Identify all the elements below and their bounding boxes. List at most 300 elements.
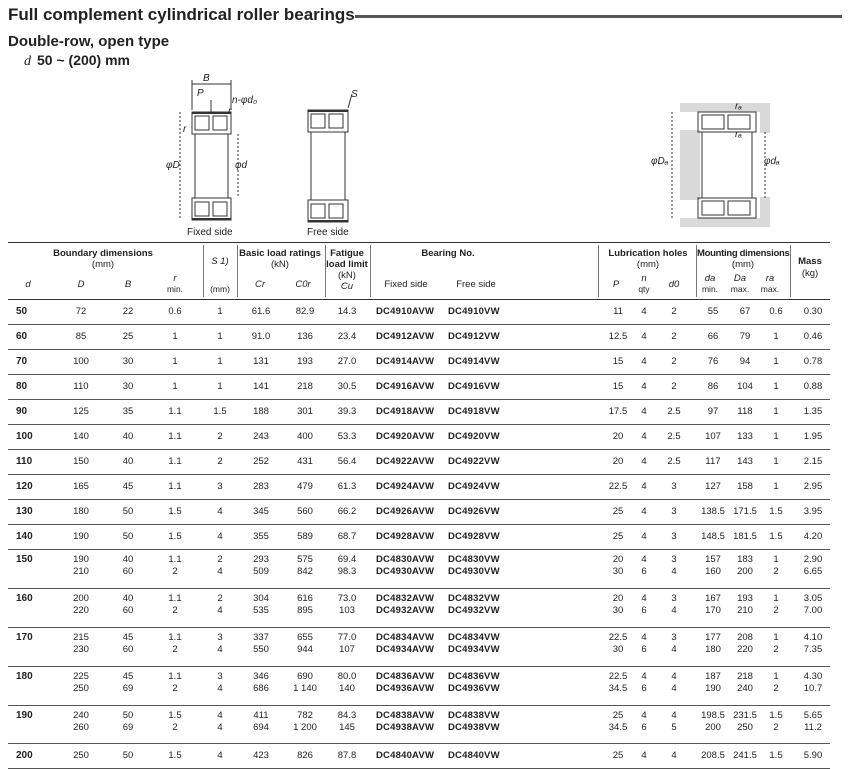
cell-mass: 2.90 bbox=[803, 554, 823, 565]
cell-free: DC4936VW bbox=[448, 683, 500, 694]
hdr-mass: Mass bbox=[798, 256, 822, 267]
cell-ra: 2 bbox=[773, 722, 779, 733]
cell-s: 4 bbox=[217, 722, 223, 733]
cell-da: 198.5 bbox=[701, 710, 725, 721]
cell-mass: 1.35 bbox=[803, 406, 823, 417]
cell-d: 225 bbox=[73, 671, 89, 682]
cell-cu: 23.4 bbox=[337, 331, 357, 342]
hdr-fatigue-3: (kN) bbox=[338, 270, 356, 281]
cell-d: 110 bbox=[16, 456, 33, 467]
hdr-B: B bbox=[124, 279, 132, 290]
cell-n: 6 bbox=[641, 566, 647, 577]
cell-d: 200 bbox=[73, 593, 89, 604]
cell-ra: 2 bbox=[773, 605, 779, 616]
cell-r: 2 bbox=[172, 605, 178, 616]
cell-r: 1.1 bbox=[168, 481, 182, 492]
cell-fixed: DC4924AVW bbox=[376, 481, 435, 492]
cell-n: 4 bbox=[641, 593, 647, 604]
cell-s: 4 bbox=[217, 683, 223, 694]
cell-fixed: DC4830AVW bbox=[376, 554, 435, 565]
cell-p: 15 bbox=[612, 356, 624, 367]
cell-n: 6 bbox=[641, 605, 647, 616]
cell-da: 66 bbox=[707, 331, 719, 342]
cell-d: 125 bbox=[73, 406, 89, 417]
cell-c0r: 782 bbox=[297, 710, 313, 721]
cell-s: 3 bbox=[217, 481, 223, 492]
cell-mass: 2.15 bbox=[803, 456, 823, 467]
cell-b: 40 bbox=[122, 431, 134, 442]
cell-n: 6 bbox=[641, 644, 647, 655]
cell-cu: 107 bbox=[339, 644, 355, 655]
cell-free: DC4838VW bbox=[448, 710, 500, 721]
cell-d: 140 bbox=[73, 431, 89, 442]
cell-cr: 304 bbox=[253, 593, 269, 604]
cell-r: 1.5 bbox=[168, 506, 182, 517]
cell-da: 177 bbox=[705, 632, 721, 643]
cell-ra: 1 bbox=[773, 406, 779, 417]
cell-p: 30 bbox=[612, 644, 624, 655]
cell-cr: 509 bbox=[253, 566, 269, 577]
cell-r: 2 bbox=[172, 644, 178, 655]
hdr-load-unit: (kN) bbox=[271, 259, 289, 270]
cell-cu: 80.0 bbox=[337, 671, 357, 682]
cell-da: 181.5 bbox=[733, 531, 757, 542]
hdr-qty: qty bbox=[638, 284, 650, 294]
free-side-caption: Free side bbox=[307, 227, 349, 238]
table-row bbox=[8, 666, 830, 706]
table-row bbox=[8, 374, 830, 400]
cell-ra: 1 bbox=[773, 381, 779, 392]
cell-p: 34.5 bbox=[608, 722, 628, 733]
cell-p: 17.5 bbox=[608, 406, 628, 417]
cell-d: 220 bbox=[73, 605, 89, 616]
cell-d: 60 bbox=[16, 331, 28, 342]
cell-free: DC4914VW bbox=[448, 356, 500, 367]
hdr-S: S 1) bbox=[211, 256, 229, 267]
cell-d: 260 bbox=[73, 722, 89, 733]
cell-cr: 141 bbox=[253, 381, 269, 392]
cell-b: 40 bbox=[122, 456, 134, 467]
cell-ra: 1.5 bbox=[769, 531, 783, 542]
cell-n: 4 bbox=[641, 356, 647, 367]
cell-da: 118 bbox=[737, 406, 753, 417]
cell-p: 25 bbox=[612, 750, 624, 761]
label-r: r bbox=[228, 106, 232, 117]
table-row bbox=[8, 524, 830, 550]
cell-cu: 14.3 bbox=[337, 306, 357, 317]
cell-free: DC4912VW bbox=[448, 331, 500, 342]
cell-b: 69 bbox=[122, 722, 134, 733]
cell-c0r: 1 200 bbox=[293, 722, 317, 733]
cell-p: 20 bbox=[612, 431, 624, 442]
cell-d: 250 bbox=[73, 683, 89, 694]
cell-n: 4 bbox=[641, 431, 647, 442]
cell-d: 180 bbox=[73, 506, 89, 517]
cell-cr: 550 bbox=[253, 644, 269, 655]
cell-fixed: DC4832AVW bbox=[376, 593, 435, 604]
cell-n: 4 bbox=[641, 750, 647, 761]
cell-da: 250 bbox=[737, 722, 753, 733]
cell-r: 2 bbox=[172, 683, 178, 694]
cell-da: 218 bbox=[737, 671, 753, 682]
cell-c0r: 560 bbox=[297, 506, 313, 517]
cell-p: 15 bbox=[612, 381, 624, 392]
cell-r: 1.5 bbox=[168, 710, 182, 721]
table-row bbox=[8, 424, 830, 450]
cell-cr: 686 bbox=[253, 683, 269, 694]
label-phi-d: φd bbox=[235, 160, 248, 171]
table-row bbox=[8, 499, 830, 525]
cell-d: 190 bbox=[16, 710, 33, 721]
cell-mass: 11.2 bbox=[804, 722, 822, 733]
cell-c0r: 616 bbox=[297, 593, 313, 604]
cell-cr: 423 bbox=[253, 750, 269, 761]
cell-da: 133 bbox=[737, 431, 753, 442]
mounting-diagram bbox=[650, 100, 780, 230]
hdr-d0: d0 bbox=[668, 279, 680, 290]
cell-d0: 4 bbox=[671, 605, 677, 616]
cell-mass: 4.20 bbox=[803, 531, 823, 542]
cell-da: 97 bbox=[707, 406, 719, 417]
cell-d: 250 bbox=[73, 750, 89, 761]
cell-cr: 355 bbox=[253, 531, 269, 542]
cell-c0r: 82.9 bbox=[295, 306, 315, 317]
cell-b: 30 bbox=[122, 381, 134, 392]
cell-ra: 1.5 bbox=[769, 506, 783, 517]
cell-da: 86 bbox=[707, 381, 719, 392]
cell-s: 3 bbox=[217, 632, 223, 643]
cell-da: 55 bbox=[707, 306, 719, 317]
cell-cr: 61.6 bbox=[251, 306, 271, 317]
table-row bbox=[8, 474, 830, 500]
cell-da: 193 bbox=[737, 593, 753, 604]
cell-d: 140 bbox=[16, 531, 33, 542]
cell-fixed: DC4918AVW bbox=[376, 406, 435, 417]
cell-b: 45 bbox=[122, 671, 134, 682]
sep-5 bbox=[598, 245, 599, 297]
cell-p: 20 bbox=[612, 456, 624, 467]
cell-ra: 2 bbox=[773, 566, 779, 577]
cell-cu: 61.3 bbox=[337, 481, 357, 492]
cell-free: DC4918VW bbox=[448, 406, 500, 417]
cell-b: 40 bbox=[122, 593, 134, 604]
hdr-C0r: C0r bbox=[295, 279, 311, 290]
cell-d0: 3 bbox=[671, 554, 677, 565]
cell-d: 110 bbox=[73, 381, 89, 392]
cell-r: 1.1 bbox=[168, 431, 182, 442]
cell-n: 4 bbox=[641, 671, 647, 682]
cell-r: 1.1 bbox=[168, 554, 182, 565]
cell-fixed: DC4922AVW bbox=[376, 456, 435, 467]
cell-s: 1 bbox=[217, 356, 223, 367]
cell-r: 1.1 bbox=[168, 671, 182, 682]
cell-p: 11 bbox=[613, 306, 623, 317]
cell-cu: 27.0 bbox=[337, 356, 357, 367]
hdr-mount: Mounting dimensions bbox=[697, 248, 790, 259]
cell-mass: 2.95 bbox=[803, 481, 823, 492]
cell-cu: 77.0 bbox=[337, 632, 357, 643]
cell-cr: 243 bbox=[253, 431, 269, 442]
cell-c0r: 400 bbox=[297, 431, 313, 442]
cell-mass: 10.7 bbox=[803, 683, 823, 694]
hdr-r: r bbox=[173, 273, 177, 284]
cell-s: 2 bbox=[217, 554, 223, 565]
hdr-fatigue-2: load limit bbox=[326, 259, 368, 270]
cell-p: 30 bbox=[612, 605, 624, 616]
cell-r: 1.1 bbox=[168, 406, 182, 417]
cell-n: 4 bbox=[641, 381, 647, 392]
cell-cr: 91.0 bbox=[251, 331, 271, 342]
cell-da: 171.5 bbox=[733, 506, 757, 517]
cell-n: 4 bbox=[641, 406, 647, 417]
hdr-mass-unit: (kg) bbox=[801, 268, 819, 279]
cell-da: 231.5 bbox=[733, 710, 757, 721]
cell-d: 72 bbox=[75, 306, 87, 317]
hdr-da-min: min. bbox=[701, 284, 719, 294]
cell-s: 4 bbox=[217, 506, 223, 517]
cell-n: 6 bbox=[641, 722, 647, 733]
bore-range-text: 50 ~ (200) mm bbox=[37, 52, 130, 68]
cell-c0r: 136 bbox=[297, 331, 313, 342]
cell-d0: 4 bbox=[671, 683, 677, 694]
cell-free: DC4832VW bbox=[448, 593, 500, 604]
cell-p: 22.5 bbox=[608, 671, 628, 682]
cell-r: 2 bbox=[172, 566, 178, 577]
cell-da: 107 bbox=[705, 431, 721, 442]
cell-free: DC4834VW bbox=[448, 632, 500, 643]
cell-d: 150 bbox=[16, 554, 33, 565]
cell-cr: 345 bbox=[253, 506, 269, 517]
cell-da: 200 bbox=[705, 722, 721, 733]
cell-n: 6 bbox=[641, 683, 647, 694]
cell-mass: 1.95 bbox=[803, 431, 823, 442]
cell-ra: 1 bbox=[773, 456, 779, 467]
cell-free: DC4840VW bbox=[448, 750, 500, 761]
cell-s: 1 bbox=[217, 381, 223, 392]
cell-p: 12.5 bbox=[608, 331, 628, 342]
cell-mass: 0.46 bbox=[803, 331, 823, 342]
cell-da: 104 bbox=[737, 381, 753, 392]
hdr-D: D bbox=[77, 279, 85, 290]
cell-s: 1 bbox=[217, 331, 223, 342]
cell-fixed: DC4914AVW bbox=[376, 356, 435, 367]
cell-r: 1.1 bbox=[168, 632, 182, 643]
cell-mass: 7.00 bbox=[803, 605, 823, 616]
cell-ra: 0.6 bbox=[769, 306, 783, 317]
label-phi-D: φD bbox=[166, 160, 180, 171]
hdr-ra-max: max. bbox=[760, 284, 780, 294]
cell-ra: 2 bbox=[773, 683, 779, 694]
cell-b: 60 bbox=[122, 566, 134, 577]
cell-da: 143 bbox=[737, 456, 753, 467]
cell-n: 4 bbox=[641, 554, 647, 565]
cell-da: 208.5 bbox=[701, 750, 725, 761]
cell-p: 25 bbox=[612, 710, 624, 721]
cell-cu: 66.2 bbox=[337, 506, 357, 517]
cell-d: 230 bbox=[73, 644, 89, 655]
cell-da: 76 bbox=[707, 356, 719, 367]
cell-s: 4 bbox=[217, 566, 223, 577]
cell-free: DC4836VW bbox=[448, 671, 500, 682]
cell-ra: 1 bbox=[773, 554, 779, 565]
table-row bbox=[8, 399, 830, 425]
hdr-Cr: Cr bbox=[254, 279, 266, 290]
cell-c0r: 589 bbox=[297, 531, 313, 542]
cell-d0: 3 bbox=[671, 531, 677, 542]
label-phi-Da: φDₐ bbox=[651, 156, 669, 167]
table-row bbox=[8, 299, 830, 325]
cell-cu: 69.4 bbox=[337, 554, 357, 565]
cell-d: 100 bbox=[16, 431, 33, 442]
cell-fixed: DC4934AVW bbox=[376, 644, 435, 655]
cell-b: 25 bbox=[122, 331, 134, 342]
table-row bbox=[8, 449, 830, 475]
cell-d: 120 bbox=[16, 481, 33, 492]
fixed-side-diagram bbox=[160, 70, 260, 230]
table-row bbox=[8, 349, 830, 375]
cell-b: 45 bbox=[122, 632, 134, 643]
cell-mass: 4.30 bbox=[803, 671, 823, 682]
hdr-boundary-unit: (mm) bbox=[91, 259, 115, 270]
cell-free: DC4932VW bbox=[448, 605, 500, 616]
cell-d: 150 bbox=[73, 456, 89, 467]
cell-s: 4 bbox=[217, 531, 223, 542]
hdr-lub: Lubrication holes bbox=[608, 248, 688, 259]
cell-d0: 4 bbox=[671, 750, 677, 761]
cell-ra: 1 bbox=[773, 671, 779, 682]
cell-fixed: DC4912AVW bbox=[376, 331, 435, 342]
cell-cu: 30.5 bbox=[337, 381, 357, 392]
cell-da: 158 bbox=[737, 481, 753, 492]
cell-s: 4 bbox=[217, 644, 223, 655]
cell-d: 240 bbox=[73, 710, 89, 721]
hdr-fatigue-1: Fatigue bbox=[330, 248, 364, 259]
cell-r: 1.5 bbox=[168, 750, 182, 761]
table-header bbox=[8, 242, 830, 300]
cell-fixed: DC4916AVW bbox=[376, 381, 435, 392]
cell-cr: 411 bbox=[253, 710, 269, 721]
cell-da: 167 bbox=[705, 593, 721, 604]
cell-n: 4 bbox=[641, 331, 647, 342]
cell-s: 1.5 bbox=[213, 406, 227, 417]
cell-fixed: DC4932AVW bbox=[376, 605, 435, 616]
cell-da: 79 bbox=[739, 331, 751, 342]
cell-fixed: DC4836AVW bbox=[376, 671, 435, 682]
cell-mass: 5.65 bbox=[803, 710, 823, 721]
cell-p: 25 bbox=[612, 506, 624, 517]
cell-d0: 2.5 bbox=[667, 406, 681, 417]
cell-da: 67 bbox=[739, 306, 751, 317]
hdr-n: n bbox=[641, 273, 647, 284]
cell-c0r: 218 bbox=[297, 381, 313, 392]
hdr-ra: ra bbox=[765, 273, 775, 284]
cell-d0: 3 bbox=[671, 506, 677, 517]
cell-da: 240 bbox=[737, 683, 753, 694]
cell-cu: 98.3 bbox=[337, 566, 357, 577]
cell-free: DC4938VW bbox=[448, 722, 500, 733]
cell-mass: 0.88 bbox=[803, 381, 823, 392]
cell-d: 130 bbox=[16, 506, 33, 517]
cell-fixed: DC4834AVW bbox=[376, 632, 435, 643]
cell-s: 4 bbox=[217, 750, 223, 761]
cell-d: 100 bbox=[73, 356, 89, 367]
label-n-d0: n-φd₀ bbox=[232, 95, 258, 106]
cell-da: 94 bbox=[739, 356, 751, 367]
cell-b: 50 bbox=[122, 750, 134, 761]
cell-c0r: 193 bbox=[297, 356, 313, 367]
cell-s: 2 bbox=[217, 431, 223, 442]
cell-d: 50 bbox=[16, 306, 28, 317]
cell-s: 3 bbox=[217, 671, 223, 682]
cell-fixed: DC4920AVW bbox=[376, 431, 435, 442]
cell-d0: 5 bbox=[671, 722, 677, 733]
cell-n: 4 bbox=[641, 632, 647, 643]
cell-cu: 103 bbox=[339, 605, 355, 616]
cell-r: 1 bbox=[172, 356, 178, 367]
cell-d0: 2.5 bbox=[667, 431, 681, 442]
cell-p: 34.5 bbox=[608, 683, 628, 694]
cell-d0: 3 bbox=[671, 632, 677, 643]
hdr-boundary: Boundary dimensions bbox=[53, 248, 153, 259]
cell-d0: 2.5 bbox=[667, 456, 681, 467]
cell-d: 190 bbox=[73, 531, 89, 542]
table-row bbox=[8, 324, 830, 350]
table-row bbox=[8, 743, 830, 769]
cell-ra: 1 bbox=[773, 431, 779, 442]
hdr-lub-unit: (mm) bbox=[636, 259, 660, 270]
cell-r: 2 bbox=[172, 722, 178, 733]
cell-fixed: DC4926AVW bbox=[376, 506, 435, 517]
cell-c0r: 431 bbox=[297, 456, 313, 467]
cell-cu: 73.0 bbox=[337, 593, 357, 604]
cell-b: 50 bbox=[122, 531, 134, 542]
hdr-load: Basic load ratings bbox=[239, 248, 321, 259]
cell-d0: 4 bbox=[671, 671, 677, 682]
hdr-Cu: Cu bbox=[340, 281, 354, 292]
cell-free: DC4830VW bbox=[448, 554, 500, 565]
cell-p: 22.5 bbox=[608, 481, 628, 492]
cell-free: DC4922VW bbox=[448, 456, 500, 467]
cell-p: 30 bbox=[612, 566, 624, 577]
cell-free: DC4910VW bbox=[448, 306, 500, 317]
cell-cr: 346 bbox=[253, 671, 269, 682]
cell-c0r: 655 bbox=[297, 632, 313, 643]
cell-d0: 2 bbox=[671, 331, 677, 342]
cell-d: 190 bbox=[73, 554, 89, 565]
cell-d0: 4 bbox=[671, 566, 677, 577]
cell-mass: 6.65 bbox=[803, 566, 823, 577]
cell-fixed: DC4936AVW bbox=[376, 683, 435, 694]
hdr-da: da bbox=[704, 273, 716, 284]
label-P: P bbox=[197, 88, 204, 99]
cell-c0r: 944 bbox=[297, 644, 313, 655]
cell-c0r: 301 bbox=[297, 406, 313, 417]
hdr-Da-max: max. bbox=[730, 284, 750, 294]
cell-cu: 140 bbox=[339, 683, 355, 694]
cell-r: 1.5 bbox=[168, 531, 182, 542]
cell-cu: 68.7 bbox=[337, 531, 357, 542]
cell-fixed: DC4938AVW bbox=[376, 722, 435, 733]
cell-da: 170 bbox=[705, 605, 721, 616]
hdr-Da: Da bbox=[733, 273, 747, 284]
hdr-P: P bbox=[612, 279, 620, 290]
cell-n: 4 bbox=[641, 456, 647, 467]
cell-da: 210 bbox=[737, 605, 753, 616]
cell-s: 2 bbox=[217, 456, 223, 467]
cell-cu: 84.3 bbox=[337, 710, 357, 721]
free-side-diagram bbox=[300, 88, 360, 228]
cell-d: 200 bbox=[16, 750, 33, 761]
